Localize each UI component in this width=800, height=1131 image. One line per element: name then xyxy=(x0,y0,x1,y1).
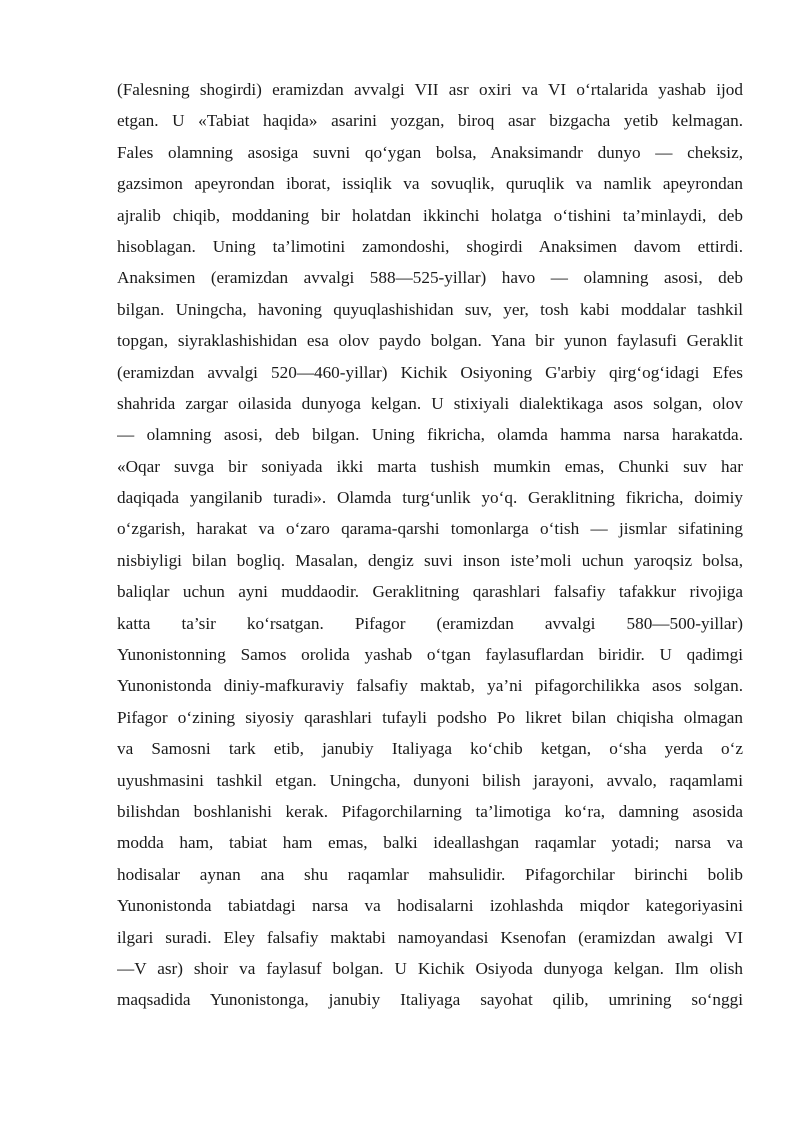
text-line: bilishdan boshlanishi kerak. Pifagorchilarning ta’limotiga ko‘ra, damning asosida xyxy=(117,801,743,821)
text-line: gazsimon apeyrondan iborat, issiqlik va sovuqlik, quruqlik va namlik apeyrondan xyxy=(117,174,743,194)
text-line: Anaksimen (eramizdan avvalgi 588—525-yillar) havo — olamning asosi, deb xyxy=(117,268,743,288)
text-line: (eramizdan avvalgi 520—460-yillar) Kichik Osiyoning G'arbiy qirg‘og‘idagi Efes xyxy=(117,362,743,382)
text-line: Yunonistonda diniy-mafkuraviy falsafiy maktab, ya’ni pifagorchilikka asos solgan. xyxy=(117,676,743,696)
text-line: ilgari suradi. Eley falsafiy maktabi namoyandasi Ksenofan (eramizdan awalgi VI xyxy=(117,927,743,947)
text-line: — olamning asosi, deb bilgan. Uning fikricha, olamda hamma narsa harakatda. xyxy=(117,425,743,445)
text-line: shahrida zargar oilasida dunyoga kelgan. U stixiyali dialektikaga asos solgan, olov xyxy=(117,393,743,413)
text-line: uyushmasini tashkil etgan. Uningcha, dunyoni bilish jarayoni, avvalo, raqamlami xyxy=(117,770,743,790)
text-line: bilgan. Uningcha, havoning quyuqlashishidan suv, yer, tosh kabi moddalar tashkil xyxy=(117,299,743,319)
text-line: hodisalar aynan ana shu raqamlar mahsulidir. Pifagorchilar birinchi bolib xyxy=(117,864,743,884)
text-line: (Falesning shogirdi) eramizdan avvalgi VII asr oxiri va VI o‘rtalarida yashab ijod xyxy=(117,80,743,99)
text-line: nisbiyligi bilan bogliq. Masalan, dengiz suvi inson iste’moli uchun yaroqsiz bolsa, xyxy=(117,550,743,570)
text-line: Fales olamning asosiga suvni qo‘ygan bolsa, Anaksimandr dunyo — cheksiz, xyxy=(117,142,743,162)
text-line: Pifagor o‘zining siyosiy qarashlari tufayli podsho Po likret bilan chiqisha olmagan xyxy=(117,707,743,727)
text-line: topgan, siyraklashishidan esa olov paydo bolgan. Yana bir yunon faylasufi Geraklit xyxy=(117,331,743,351)
text-line: «Oqar suvga bir soniyada ikki marta tushish mumkin emas, Chunki suv har xyxy=(117,456,743,476)
text-line: katta ta’sir ko‘rsatgan. Pifagor (eramizdan avvalgi 580—500-yillar) xyxy=(117,613,743,633)
text-line: daqiqada yangilanib turadi». Olamda turg‘unlik yo‘q. Geraklitning fikricha, doimiy xyxy=(117,488,743,508)
body-text xyxy=(117,74,743,1016)
text-line: etgan. U «Tabiat haqida» asarini yozgan, biroq asar bizgacha yetib kelmagan. xyxy=(117,111,743,131)
text-line: modda ham, tabiat ham emas, balki ideallashgan raqamlar yotadi; narsa va xyxy=(117,833,743,853)
text-line: va Samosni tark etib, janubiy Italiyaga ko‘chib ketgan, o‘sha yerda o‘z xyxy=(117,739,743,759)
text-line: —V asr) shoir va faylasuf bolgan. U Kichik Osiyoda dunyoga kelgan. Ilm olish xyxy=(117,958,743,978)
text-line: o‘zgarish, harakat va o‘zaro qarama-qarshi tomonlarga o‘tish — jismlar sifatining xyxy=(117,519,743,539)
text-line: hisoblagan. Uning ta’limotini zamondoshi, shogirdi Anaksimen davom ettirdi. xyxy=(117,236,743,256)
text-line: maqsadida Yunonistonga, janubiy Italiyaga sayohat qilib, umrining so‘nggi xyxy=(117,990,743,1010)
text-line: Yunonistonda tabiatdagi narsa va hodisalarni izohlashda miqdor kategoriyasini xyxy=(117,896,743,916)
text-line: baliqlar uchun ayni muddaodir. Geraklitning qarashlari falsafiy tafakkur rivojiga xyxy=(117,582,743,602)
text-line: ajralib chiqib, moddaning bir holatdan ikkinchi holatga o‘tishini ta’minlaydi, deb xyxy=(117,205,743,225)
text-line: Yunonistonning Samos orolida yashab o‘tgan faylasuflardan biridir. U qadimgi xyxy=(117,645,743,665)
